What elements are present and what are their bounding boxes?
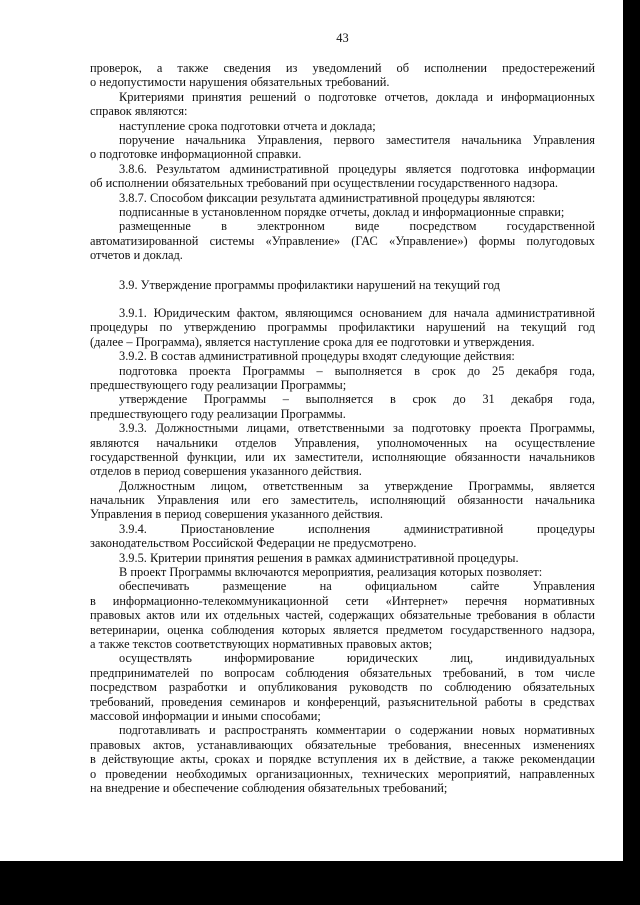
- page-number: 43: [336, 31, 349, 45]
- paragraph: [90, 119, 595, 133]
- text-line: подготовка проекта Программы – выполняется в срок до 25 декабря года,: [119, 363, 595, 378]
- text-line: в информационно-телекоммуникационной сети «Интернет» перечня нормативных: [90, 593, 595, 608]
- paragraph: [90, 551, 595, 565]
- paragraph: [90, 349, 595, 363]
- text-line: ветеринарии, оценка соблюдения которых является предметом государственного надзора,: [90, 622, 595, 637]
- text-line: о проведении необходимых организационных, технических мероприятий, направленных: [90, 766, 595, 781]
- text-line: В проект Программы включаются мероприятия, реализация которых позволяет:: [119, 565, 543, 580]
- text-line: являются начальники отделов Управления, уполномоченных на осуществление: [90, 435, 595, 450]
- text-section-3-8: [90, 61, 595, 262]
- text-line: правовых актов, устанавливающих обязательные требования, внесенных изменениях: [90, 737, 595, 752]
- text-line: (далее – Программа), является наступление срока для ее подготовки и утверждения.: [90, 334, 535, 349]
- paragraph: [90, 61, 595, 90]
- text-line: поручение начальника Управления, первого заместителя начальника Управления: [119, 132, 595, 147]
- text-line: подписанные в установленном порядке отчеты, доклад и информационные справки;: [119, 204, 565, 219]
- paragraph: [90, 522, 595, 551]
- paragraph: [90, 306, 595, 349]
- paragraph: [90, 421, 595, 479]
- text-line: Критериями принятия решений о подготовке отчетов, доклада и информационных: [119, 89, 595, 104]
- section-heading-text: 3.9. Утверждение программы профилактики нарушений на текущий год: [119, 278, 500, 292]
- text-line: 3.9.2. В состав административной процедуры входят следующие действия:: [119, 349, 515, 364]
- text-line: процедуры по утверждению программы профилактики нарушений на текущий год: [90, 320, 595, 335]
- text-line: утверждение Программы – выполняется в срок до 31 декабря года,: [119, 392, 595, 407]
- paragraph: [90, 651, 595, 723]
- text-line: а также текстов соответствующих нормативных правовых актов;: [90, 636, 433, 651]
- paragraph: [90, 479, 595, 522]
- text-line: отчетов и доклад.: [90, 248, 183, 263]
- text-line: 3.9.3. Должностными лицами, ответственными за подготовку проекта Программы,: [119, 421, 595, 436]
- text-line: наступление срока подготовки отчета и доклада;: [119, 118, 376, 133]
- paragraph: [90, 162, 595, 191]
- text-line: о подготовке информационной справки.: [90, 147, 302, 162]
- text-line: 3.9.1. Юридическим фактом, являющимся основанием для начала административной: [119, 306, 595, 320]
- paragraph: [90, 723, 595, 795]
- text-line: Должностным лицом, ответственным за утверждение Программы, является: [119, 478, 595, 493]
- text-line: в действующие акты, сроках и порядке вступления их в действие, а также рекомендации: [90, 752, 595, 767]
- text-line: требований, проведения семинаров и конференций, разъяснительной работы в средствах: [90, 694, 595, 709]
- paragraph: [90, 90, 595, 119]
- text-line: автоматизированной системы «Управление» (ГАС «Управление») формы полугодовых: [90, 233, 595, 248]
- text-line: справок являются:: [90, 104, 188, 119]
- text-line: правовых актов или их отдельных частей, содержащих обязательные требования в области: [90, 608, 595, 623]
- text-line: 3.8.7. Способом фиксации результата административной процедуры являются:: [119, 190, 536, 205]
- text-line: об исполнении обязательных требований при осуществлении государственного надзора.: [90, 176, 558, 191]
- text-line: обеспечивать размещение на официальном сайте Управления: [119, 579, 595, 594]
- paragraph: [90, 219, 595, 262]
- text-line: отделов в период совершения указанного действия.: [90, 464, 362, 479]
- text-section-3-9: [90, 306, 595, 795]
- text-line: 3.8.6. Результатом административной процедуры является подготовка информации: [119, 161, 595, 176]
- text-line: массовой информации и иными способами;: [90, 708, 321, 723]
- paragraph: [90, 133, 595, 162]
- section-heading: [90, 278, 595, 292]
- text-line: посредством разработки и опубликования руководств по соблюдению обязательных: [90, 680, 595, 695]
- text-line: подготавливать и распространять комментарии о содержании новых нормативных: [119, 723, 595, 738]
- text-line: размещенные в электронном виде посредством государственной: [119, 219, 595, 234]
- text-line: государственной функции, или их заместители, исполняющие обязанности начальников: [90, 449, 595, 464]
- text-line: предшествующего году реализации Программы.: [90, 406, 346, 421]
- text-line: законодательством Российской Федерации не предусмотрено.: [90, 536, 417, 551]
- text-line: проверок, а также сведения из уведомлений об исполнении предостережений: [90, 61, 595, 75]
- text-line: осуществлять информирование юридических лиц, индивидуальных: [119, 651, 595, 666]
- text-line: на внедрение и обеспечение соблюдения обязательных требований;: [90, 780, 448, 795]
- text-line: 3.9.5. Критерии принятия решения в рамках административной процедуры.: [119, 550, 519, 565]
- text-line: о недопустимости нарушения обязательных требований.: [90, 75, 390, 90]
- paragraph: [90, 205, 595, 219]
- text-line: Управления в период совершения указанного действия.: [90, 507, 383, 522]
- paragraph: [90, 565, 595, 579]
- paragraph: [90, 364, 595, 393]
- paragraph: [90, 579, 595, 651]
- text-line: 3.9.4. Приостановление исполнения административной процедуры: [119, 521, 595, 536]
- text-line: предпринимателей по вопросам соблюдения обязательных требований, в том числе: [90, 665, 595, 680]
- paragraph: [90, 392, 595, 421]
- text-line: предшествующего году реализации Программы;: [90, 377, 347, 392]
- text-line: начальник Управления или его заместитель, исполняющий обязанности начальника: [90, 493, 595, 508]
- paragraph: [90, 191, 595, 205]
